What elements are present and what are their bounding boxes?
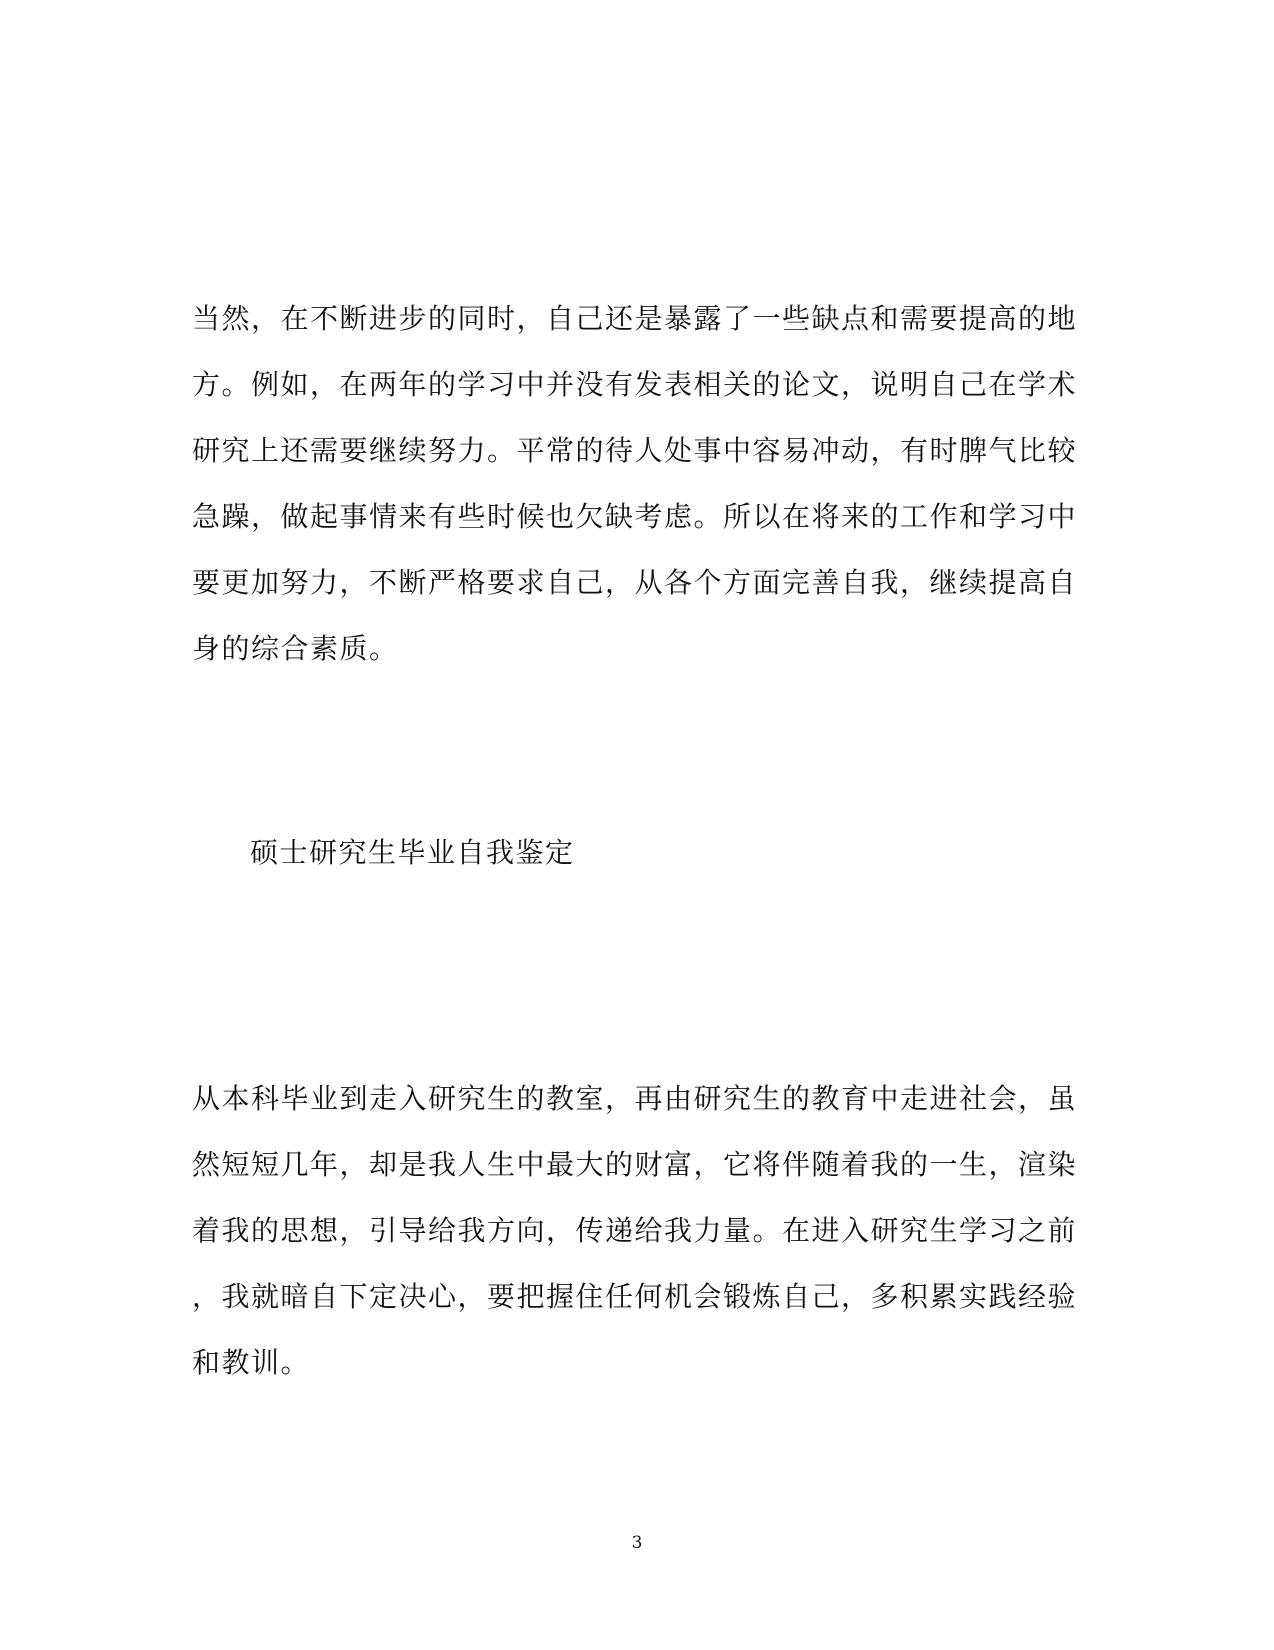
- paragraph-line: 当然，在不断进步的同时，自己还是暴露了一些缺点和需要提高的地: [192, 302, 1078, 335]
- paragraph-line: ，我就暗自下定决心，要把握住任何机会锻炼自己，多积累实践经验: [192, 1280, 1078, 1313]
- paragraph-line: 然短短几年，却是我人生中最大的财富，它将伴随着我的一生，渲染: [192, 1148, 1078, 1181]
- paragraph-line: 从本科毕业到走入研究生的教室，再由研究生的教育中走进社会，虽: [192, 1082, 1078, 1115]
- paragraph-introduction: [192, 1066, 1078, 1396]
- page-number: 3: [631, 1533, 643, 1553]
- paragraph-shortcomings: [192, 286, 1078, 682]
- section-heading: 硕士研究生毕业自我鉴定: [250, 836, 575, 869]
- paragraph-line: 研究上还需要继续努力。平常的待人处事中容易冲动，有时脾气比较: [192, 434, 1078, 467]
- paragraph-line: 要更加努力，不断严格要求自己，从各个方面完善自我，继续提高自: [192, 566, 1078, 599]
- paragraph-line: 和教训。: [192, 1346, 311, 1379]
- paragraph-line: 方。例如，在两年的学习中并没有发表相关的论文，说明自己在学术: [192, 368, 1078, 401]
- paragraph-line: 急躁，做起事情来有些时候也欠缺考虑。所以在将来的工作和学习中: [192, 500, 1078, 533]
- paragraph-line: 身的综合素质。: [192, 632, 399, 665]
- paragraph-line: 着我的思想，引导给我方向，传递给我力量。在进入研究生学习之前: [192, 1214, 1078, 1247]
